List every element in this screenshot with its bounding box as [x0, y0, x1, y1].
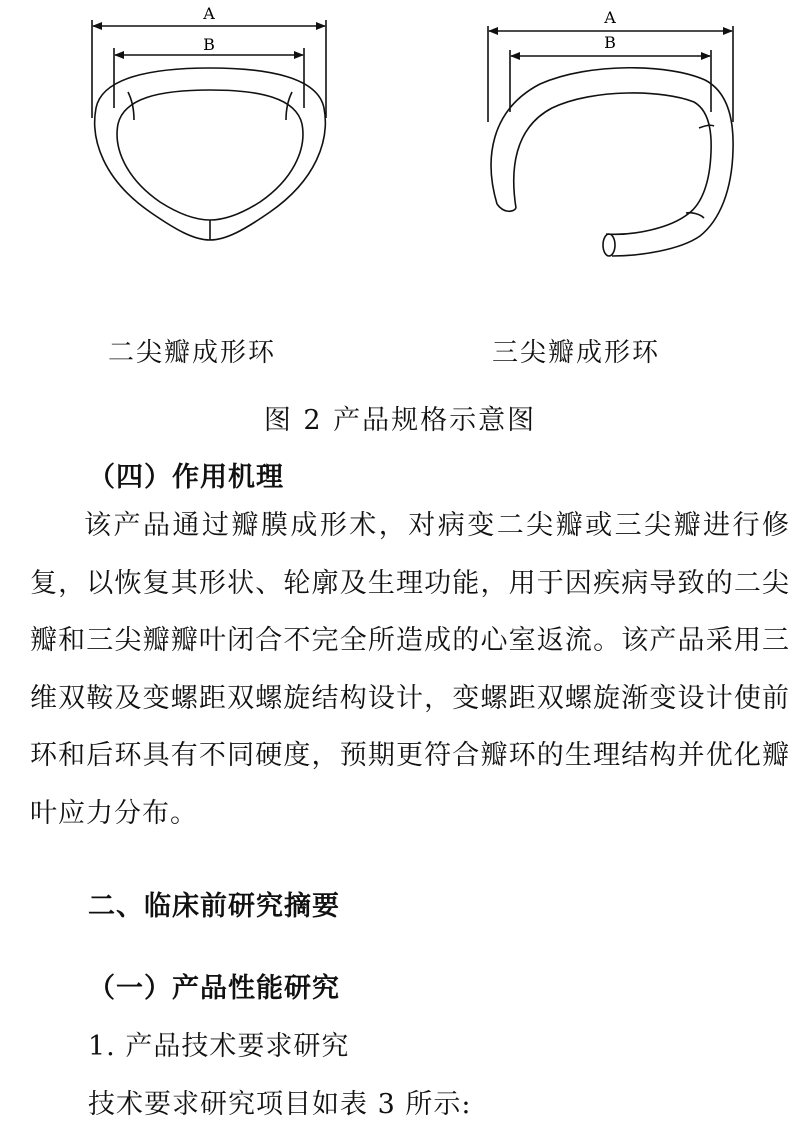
- tech-requirements-intro: 技术要求研究项目如表 3 所示:: [88, 1089, 472, 1120]
- tricuspid-ring-caption: 三尖瓣成形环: [492, 338, 661, 368]
- tricuspid-ring-drawing: [488, 26, 733, 256]
- figure-title: 图 2 产品规格示意图: [263, 405, 537, 436]
- section-heading-mechanism: （四）作用机理: [88, 462, 284, 493]
- dim-a-label-left: A: [203, 4, 215, 23]
- dim-b-label-right: B: [604, 33, 616, 52]
- mechanism-paragraph: 该产品通过瓣膜成形术，对病变二尖瓣或三尖瓣进行修复，以恢复其形状、轮廓及生理功能，用于因疾病导致的二尖瓣和三尖瓣瓣叶闭合不完全所造成的心室返流。该产品采用三维双鞍及变螺距双螺旋结构设计，变螺距双螺旋渐变设计使前环和后环具有不同硬度，预期更符合瓣环的生理结构并优化瓣叶应力分布。: [30, 510, 790, 829]
- chapter-heading-preclinical: 二、临床前研究摘要: [88, 891, 340, 922]
- item-tech-requirements: 1. 产品技术要求研究: [88, 1031, 350, 1062]
- product-spec-figure: [0, 0, 800, 320]
- dim-a-label-right: A: [604, 8, 616, 27]
- section-heading-performance: （一）产品性能研究: [88, 973, 340, 1004]
- mitral-ring-caption: 二尖瓣成形环: [108, 338, 277, 368]
- dim-b-label-left: B: [203, 35, 215, 54]
